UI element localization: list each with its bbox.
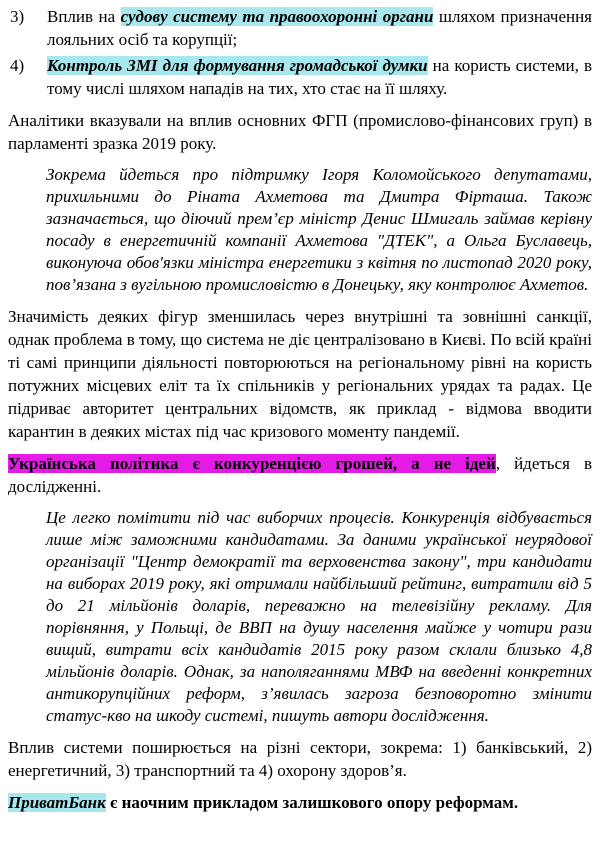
cyan-highlighted-privatbank: ПриватБанк [8, 793, 106, 812]
list-item-3 [8, 5, 592, 51]
cyan-highlighted-phrase: судову систему та правоохоронні органи [120, 7, 434, 26]
list-item-text [47, 5, 592, 51]
cyan-highlighted-phrase: Контроль ЗМІ для формування громадської думки [47, 56, 428, 75]
list-item-pre-text: Вплив на [47, 7, 121, 26]
paragraph-privatbank [8, 791, 592, 814]
list-item-text [47, 54, 592, 100]
list-item-4 [8, 54, 592, 100]
blockquote-elections: Це легко помітити під час виборчих процесів. Конкуренція відбувається лише між заможними кандидатами. За даними української неурядової організації "Центр демократії та верховенства закону", три кандидати на виборах 2019 року, які отримали найбільший рейтинг, витратили від 5 до 21 мільйонів доларів, переважно на телевізійну рекламу. Для порівняння, у Польщі, де ВВП на душу населення майже у чотири рази вищий, витрати всіх кандидатів 2015 року разом склали близько 4,8 мільйонів доларів. Однак, за наполяганнями МВФ на введенні конкретних антикорупційних реформ, з’явилась загроза безповоротно змінити статус-кво на шкоду системі, пишуть автори дослідження. [46, 508, 592, 725]
paragraph-analysts: Аналітики вказували на вплив основних ФГП (промислово-фінансових груп) в парламенті зразка 2019 року. [8, 111, 592, 153]
paragraph-privatbank-post-text: є наочним прикладом залишкового опору реформам. [105, 793, 519, 812]
list-item-number: 4) [10, 56, 25, 75]
list-item-number: 3) [10, 7, 25, 26]
list-item-post-text: шляхом призначення лояльних осіб та корупції; [47, 7, 592, 49]
blockquote-oligarchs: Зокрема йдеться про підтримку Ігоря Коломойського депутатами, прихильними до Ріната Ахметова та Дмитра Фірташа. Також зазначається, що діючий прем’єр міністр Денис Шмигаль займав керівну посаду в енергетичній компанії Ахметова "ДТЕК", а Ольга Буславець, виконуюча обов'язки міністра енергетики з квітня по листопад 2020 року, пов’язана з вугільною промисловістю в Донецьку, яку контролює Ахметов. [46, 165, 592, 294]
paragraph-sectors: Вплив системи поширюється на різні сектори, зокрема: 1) банківський, 2) енергетичний, 3) транспортний та 4) охорону здоров’я. [8, 738, 592, 780]
paragraph-significance: Значимість деяких фігур зменшилась через внутрішні та зовнішні санкції, однак проблема в тому, що система не діє централізовано в Києві. По всій країні ті самі принципи діяльності повторюються на регіональному рівні на користь потужних місцевих еліт та їх спільників у регіональних урядах та радах. Це підриває авторитет центральних відомств, як приклад - відмова вводити карантин в деяких містах під час кризового моменту пандемії. [8, 307, 592, 441]
list-item-post-text: на користь системи, в тому числі шляхом нападів на тих, хто стає на її шляху. [47, 56, 592, 98]
paragraph-politics-post-text: , йдеться в дослідженні. [8, 454, 592, 496]
magenta-highlighted-phrase: Українська політика є конкуренцією грошей, а не ідей [8, 454, 496, 473]
paragraph-politics [8, 452, 592, 498]
